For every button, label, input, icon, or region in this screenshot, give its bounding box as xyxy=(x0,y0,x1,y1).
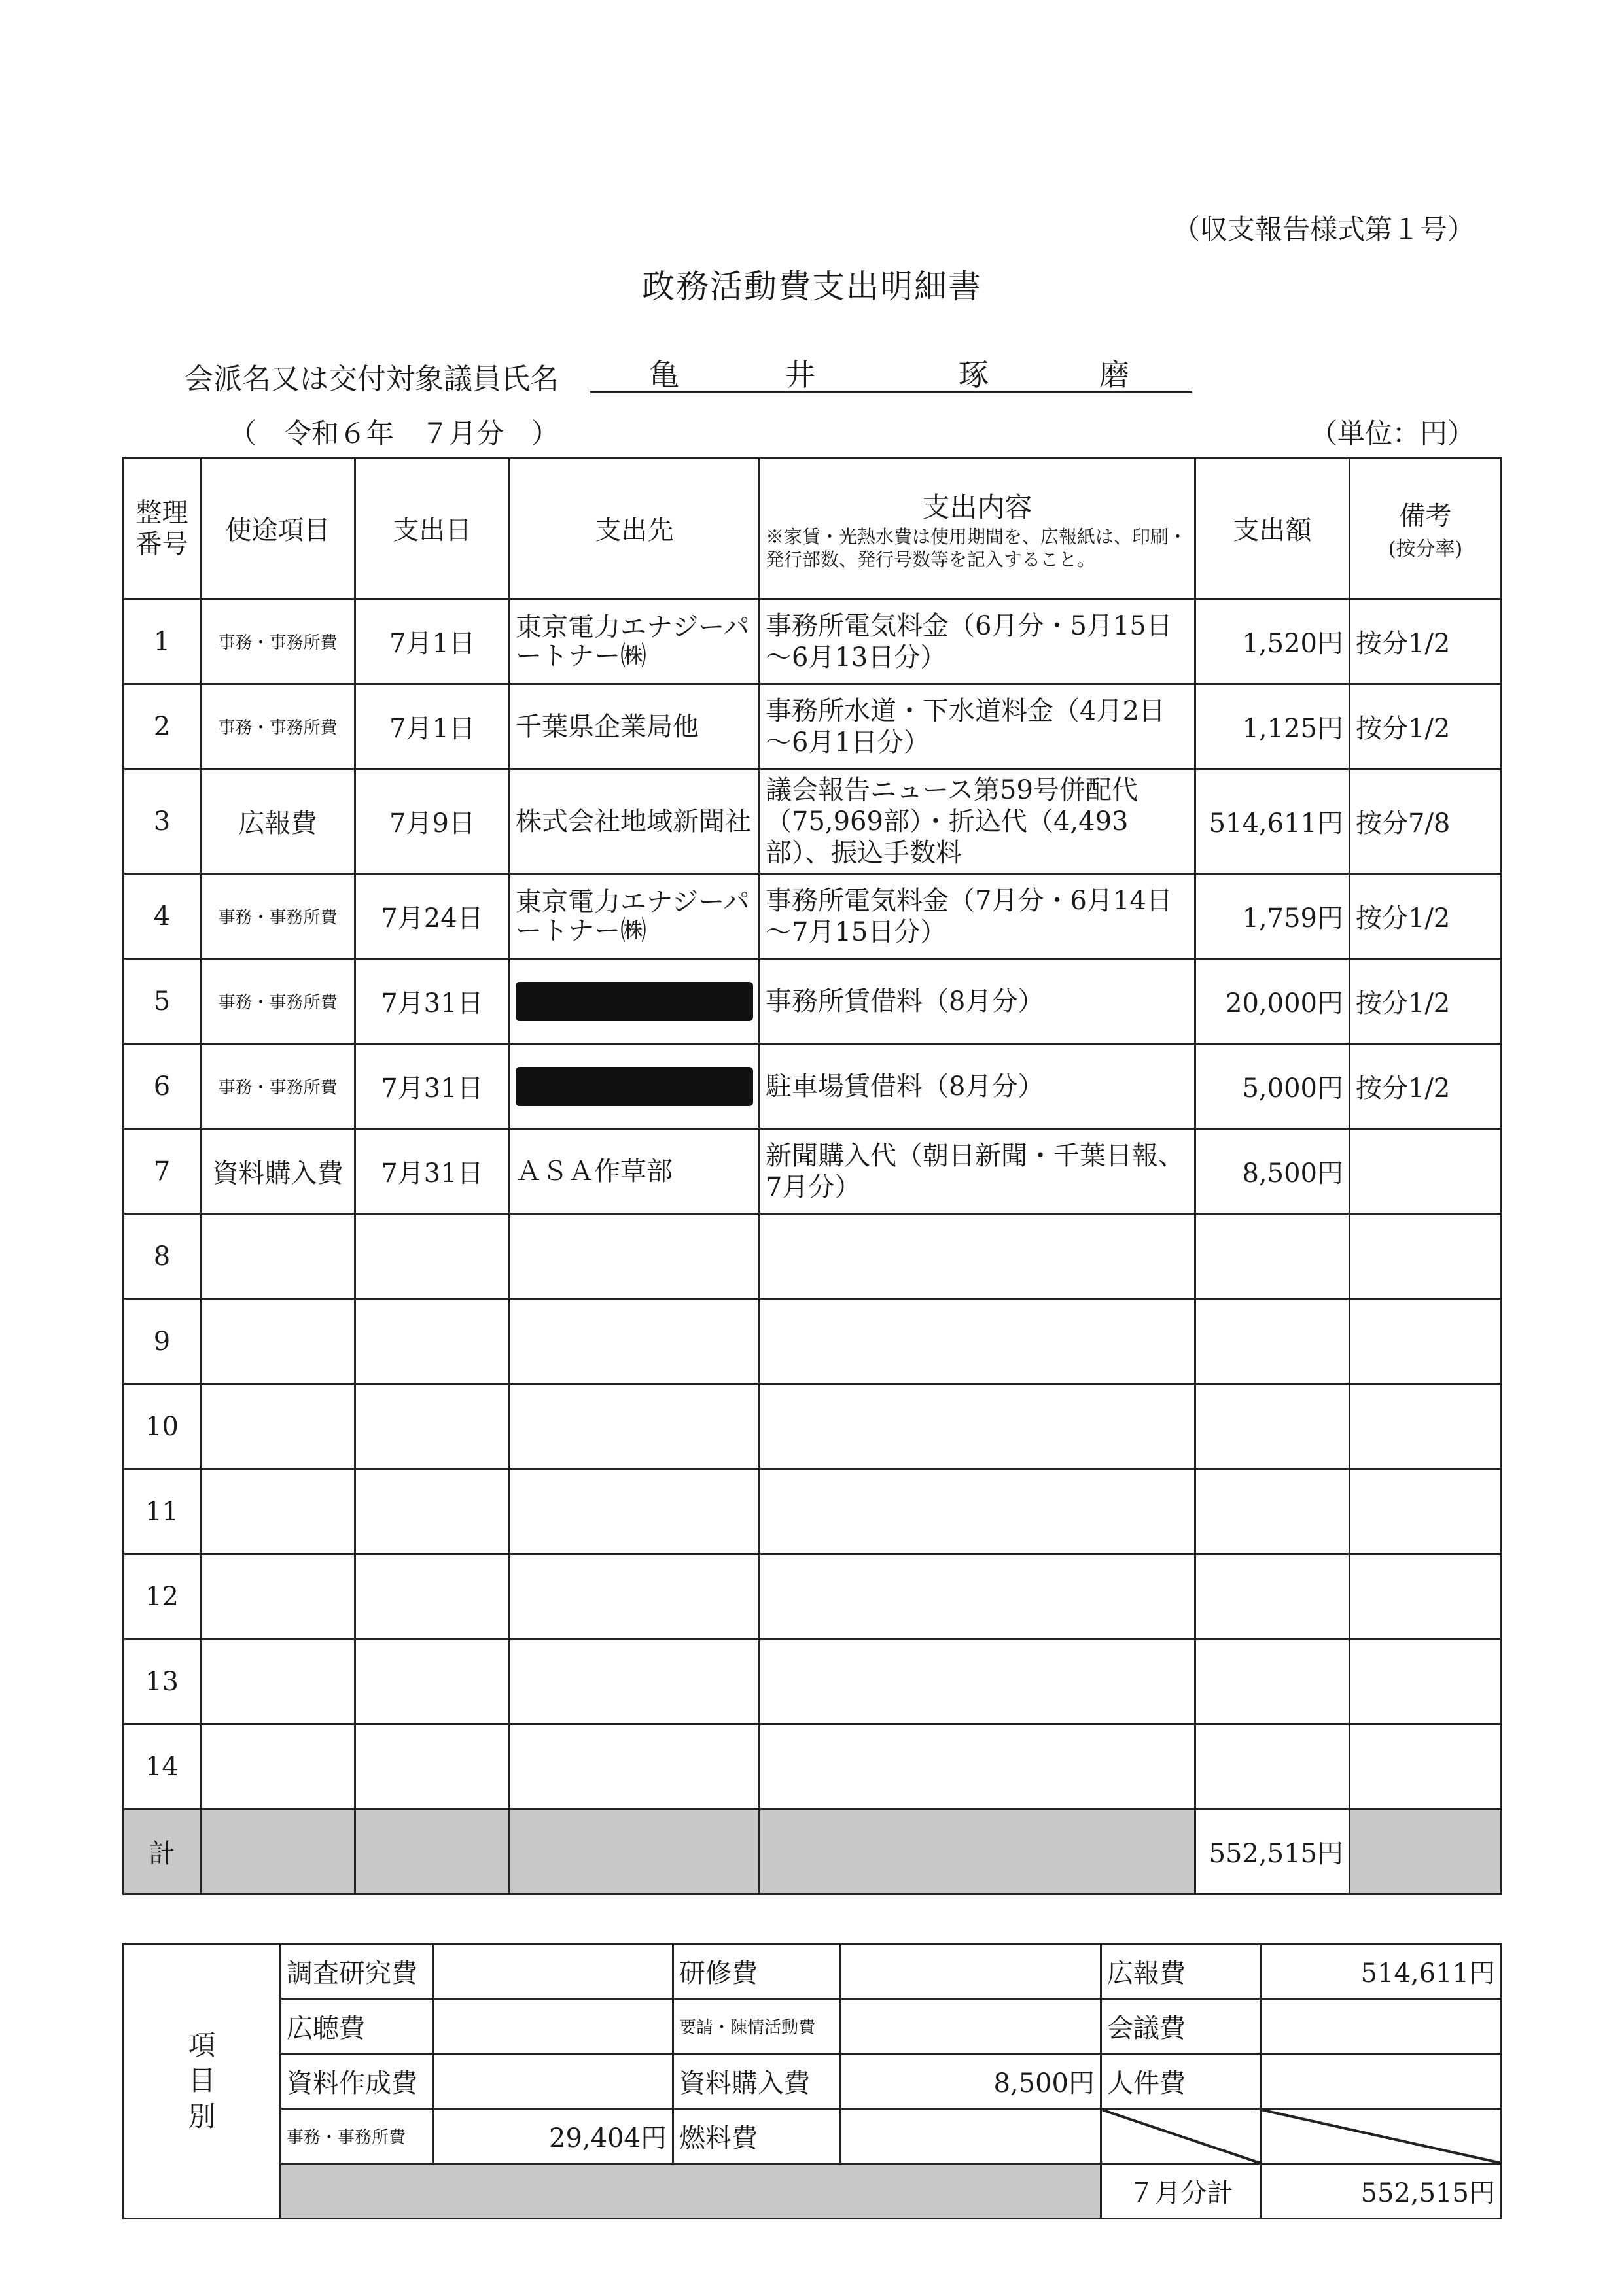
row-date: 7月1日 xyxy=(355,684,510,769)
row-no: 8 xyxy=(124,1214,201,1299)
row-remarks xyxy=(1350,1554,1502,1639)
total-blank xyxy=(201,1809,355,1894)
summary-row xyxy=(124,1944,1502,1999)
header-use: 使途項目 xyxy=(201,458,355,599)
row-amount xyxy=(1195,1639,1350,1724)
summary-row xyxy=(124,2054,1502,2109)
month-total-label: ７月分計 xyxy=(1101,2164,1261,2219)
row-remarks: 按分7/8 xyxy=(1350,769,1502,874)
table-row xyxy=(124,1554,1502,1639)
row-remarks xyxy=(1350,1724,1502,1809)
row-no: 6 xyxy=(124,1044,201,1129)
row-amount xyxy=(1195,1384,1350,1469)
summary-value-research xyxy=(434,1944,673,1999)
header-amount: 支出額 xyxy=(1195,458,1350,599)
row-date: 7月31日 xyxy=(355,959,510,1044)
summary-value-petition xyxy=(841,1999,1101,2054)
row-remarks: 按分1/2 xyxy=(1350,874,1502,959)
row-no: 2 xyxy=(124,684,201,769)
row-detail xyxy=(760,1384,1195,1469)
row-detail: 事務所電気料金（7月分・6月14日～7月15日分） xyxy=(760,874,1195,959)
row-amount xyxy=(1195,1554,1350,1639)
period: （ 令和６年 ７月分 ） xyxy=(229,417,559,449)
summary-label-fuel: 燃料費 xyxy=(673,2109,841,2164)
summary-value-publicity: 514,611円 xyxy=(1261,1944,1502,1999)
row-remarks: 按分1/2 xyxy=(1350,959,1502,1044)
name-part-1: 亀 xyxy=(649,357,679,392)
total-blank xyxy=(760,1809,1195,1894)
row-date xyxy=(355,1639,510,1724)
row-use: 事務・事務所費 xyxy=(201,1044,355,1129)
row-amount xyxy=(1195,1299,1350,1384)
summary-label-materials-purchase: 資料購入費 xyxy=(673,2054,841,2109)
summary-label-hearing: 広聴費 xyxy=(281,1999,434,2054)
row-use xyxy=(201,1384,355,1469)
row-payee: ＡＳＡ作草部 xyxy=(510,1129,760,1214)
table-row xyxy=(124,1044,1502,1129)
row-payee xyxy=(510,1214,760,1299)
summary-value-materials-purchase: 8,500円 xyxy=(841,2054,1101,2109)
name-part-2: 井 xyxy=(785,357,815,392)
row-use: 事務・事務所費 xyxy=(201,599,355,684)
row-payee xyxy=(510,1384,760,1469)
row-payee: 東京電力エナジーパートナー㈱ xyxy=(510,874,760,959)
row-payee xyxy=(510,1299,760,1384)
row-detail: 議会報告ニュース第59号併配代（75,969部）・折込代（4,493部）、振込手数料 xyxy=(760,769,1195,874)
category-summary-table xyxy=(122,1943,1502,2219)
row-no: 4 xyxy=(124,874,201,959)
header-remarks-title: 備考 xyxy=(1399,501,1452,531)
row-amount: 5,000円 xyxy=(1195,1044,1350,1129)
total-blank xyxy=(1350,1809,1502,1894)
summary-label-meeting: 会議費 xyxy=(1101,1999,1261,2054)
summary-label-petition: 要請・陳情活動費 xyxy=(673,1999,841,2054)
header-remarks-sub: (按分率) xyxy=(1388,538,1463,561)
row-amount xyxy=(1195,1214,1350,1299)
row-use xyxy=(201,1299,355,1384)
row-use xyxy=(201,1554,355,1639)
row-use: 事務・事務所費 xyxy=(201,874,355,959)
row-amount xyxy=(1195,1724,1350,1809)
table-row xyxy=(124,1469,1502,1554)
summary-row xyxy=(124,2164,1502,2219)
header-no: 整理番号 xyxy=(124,458,201,599)
name-label: 会派名又は交付対象議員氏名 xyxy=(185,362,559,396)
row-detail: 事務所電気料金（6月分・5月15日～6月13日分） xyxy=(760,599,1195,684)
row-remarks xyxy=(1350,1384,1502,1469)
row-remarks xyxy=(1350,1299,1502,1384)
header-content-note: ※家賃・光熱水費は使用期間を、広報紙は、印刷・発行部数、発行号数等を記入すること。 xyxy=(766,525,1188,570)
row-remarks: 按分1/2 xyxy=(1350,684,1502,769)
table-row xyxy=(124,1129,1502,1214)
summary-strike-cell xyxy=(1261,2109,1502,2164)
row-amount: 8,500円 xyxy=(1195,1129,1350,1214)
form-number: （収支報告様式第１号） xyxy=(1172,213,1475,245)
row-use: 広報費 xyxy=(201,769,355,874)
row-use xyxy=(201,1469,355,1554)
row-detail: 新聞購入代（朝日新聞・千葉日報、7月分） xyxy=(760,1129,1195,1214)
row-detail xyxy=(760,1469,1195,1554)
row-no: 13 xyxy=(124,1639,201,1724)
name-part-4: 磨 xyxy=(1099,357,1129,392)
summary-row xyxy=(124,1999,1502,2054)
row-no: 12 xyxy=(124,1554,201,1639)
redaction-block xyxy=(516,1067,753,1106)
row-no: 3 xyxy=(124,769,201,874)
row-date: 7月31日 xyxy=(355,1044,510,1129)
row-amount xyxy=(1195,1469,1350,1554)
total-blank xyxy=(510,1809,760,1894)
row-date xyxy=(355,1384,510,1469)
table-row xyxy=(124,1724,1502,1809)
summary-shaded-area xyxy=(281,2164,1101,2219)
row-date xyxy=(355,1214,510,1299)
summary-label-personnel: 人件費 xyxy=(1101,2054,1261,2109)
row-use xyxy=(201,1214,355,1299)
row-detail xyxy=(760,1554,1195,1639)
summary-value-meeting xyxy=(1261,1999,1502,2054)
summary-value-fuel xyxy=(841,2109,1101,2164)
row-remarks: 按分1/2 xyxy=(1350,599,1502,684)
row-remarks xyxy=(1350,1129,1502,1214)
summary-value-hearing xyxy=(434,1999,673,2054)
row-no: 5 xyxy=(124,959,201,1044)
header-remarks xyxy=(1350,458,1502,599)
row-date xyxy=(355,1469,510,1554)
summary-value-personnel xyxy=(1261,2054,1502,2109)
row-date: 7月24日 xyxy=(355,874,510,959)
total-amount: 552,515円 xyxy=(1195,1809,1350,1894)
row-date: 7月9日 xyxy=(355,769,510,874)
name-part-3: 琢 xyxy=(959,357,989,392)
total-label: 計 xyxy=(124,1809,201,1894)
row-amount: 1,520円 xyxy=(1195,599,1350,684)
row-payee-redacted xyxy=(510,1044,760,1129)
table-row xyxy=(124,1639,1502,1724)
summary-value-training xyxy=(841,1944,1101,1999)
row-remarks xyxy=(1350,1469,1502,1554)
table-row xyxy=(124,1299,1502,1384)
row-payee-redacted xyxy=(510,959,760,1044)
total-row xyxy=(124,1809,1502,1894)
header-payee: 支出先 xyxy=(510,458,760,599)
summary-strike-cell xyxy=(1101,2109,1261,2164)
row-payee xyxy=(510,1469,760,1554)
row-payee: 株式会社地域新聞社 xyxy=(510,769,760,874)
category-label: 項目別 xyxy=(124,1944,281,2219)
row-amount: 514,611円 xyxy=(1195,769,1350,874)
row-detail xyxy=(760,1724,1195,1809)
row-payee: 千葉県企業局他 xyxy=(510,684,760,769)
summary-label-office: 事務・事務所費 xyxy=(281,2109,434,2164)
row-amount: 20,000円 xyxy=(1195,959,1350,1044)
row-no: 9 xyxy=(124,1299,201,1384)
table-row xyxy=(124,874,1502,959)
summary-label-publicity: 広報費 xyxy=(1101,1944,1261,1999)
row-detail xyxy=(760,1214,1195,1299)
table-row xyxy=(124,1214,1502,1299)
row-no: 1 xyxy=(124,599,201,684)
row-no: 14 xyxy=(124,1724,201,1809)
row-date: 7月1日 xyxy=(355,599,510,684)
row-use: 事務・事務所費 xyxy=(201,684,355,769)
month-total-value: 552,515円 xyxy=(1261,2164,1502,2219)
unit-label: （単位：円） xyxy=(1309,417,1475,449)
row-detail xyxy=(760,1639,1195,1724)
row-use: 資料購入費 xyxy=(201,1129,355,1214)
header-date: 支出日 xyxy=(355,458,510,599)
row-use xyxy=(201,1724,355,1809)
table-row xyxy=(124,1384,1502,1469)
header-content xyxy=(760,458,1195,599)
row-detail: 事務所賃借料（8月分） xyxy=(760,959,1195,1044)
row-remarks: 按分1/2 xyxy=(1350,1044,1502,1129)
row-no: 10 xyxy=(124,1384,201,1469)
row-amount: 1,125円 xyxy=(1195,684,1350,769)
header-content-title: 支出内容 xyxy=(922,491,1033,523)
summary-value-office: 29,404円 xyxy=(434,2109,673,2164)
row-remarks xyxy=(1350,1214,1502,1299)
row-amount: 1,759円 xyxy=(1195,874,1350,959)
summary-value-materials-creation xyxy=(434,2054,673,2109)
row-no: 7 xyxy=(124,1129,201,1214)
total-blank xyxy=(355,1809,510,1894)
header-row xyxy=(124,458,1502,599)
summary-label-training: 研修費 xyxy=(673,1944,841,1999)
row-use: 事務・事務所費 xyxy=(201,959,355,1044)
row-date xyxy=(355,1299,510,1384)
row-date xyxy=(355,1554,510,1639)
row-detail: 事務所水道・下水道料金（4月2日～6月1日分） xyxy=(760,684,1195,769)
row-detail: 駐車場賃借料（8月分） xyxy=(760,1044,1195,1129)
redaction-block xyxy=(516,982,753,1021)
row-detail xyxy=(760,1299,1195,1384)
row-payee xyxy=(510,1554,760,1639)
row-date: 7月31日 xyxy=(355,1129,510,1214)
page-title: 政務活動費支出明細書 xyxy=(642,268,982,305)
row-remarks xyxy=(1350,1639,1502,1724)
row-use xyxy=(201,1639,355,1724)
expense-table xyxy=(122,457,1502,1895)
table-row xyxy=(124,769,1502,874)
summary-label-research: 調査研究費 xyxy=(281,1944,434,1999)
row-no: 11 xyxy=(124,1469,201,1554)
summary-row xyxy=(124,2109,1502,2164)
summary-label-materials-creation: 資料作成費 xyxy=(281,2054,434,2109)
row-payee: 東京電力エナジーパートナー㈱ xyxy=(510,599,760,684)
table-row xyxy=(124,599,1502,684)
table-row xyxy=(124,959,1502,1044)
row-payee xyxy=(510,1724,760,1809)
row-payee xyxy=(510,1639,760,1724)
table-row xyxy=(124,684,1502,769)
row-date xyxy=(355,1724,510,1809)
